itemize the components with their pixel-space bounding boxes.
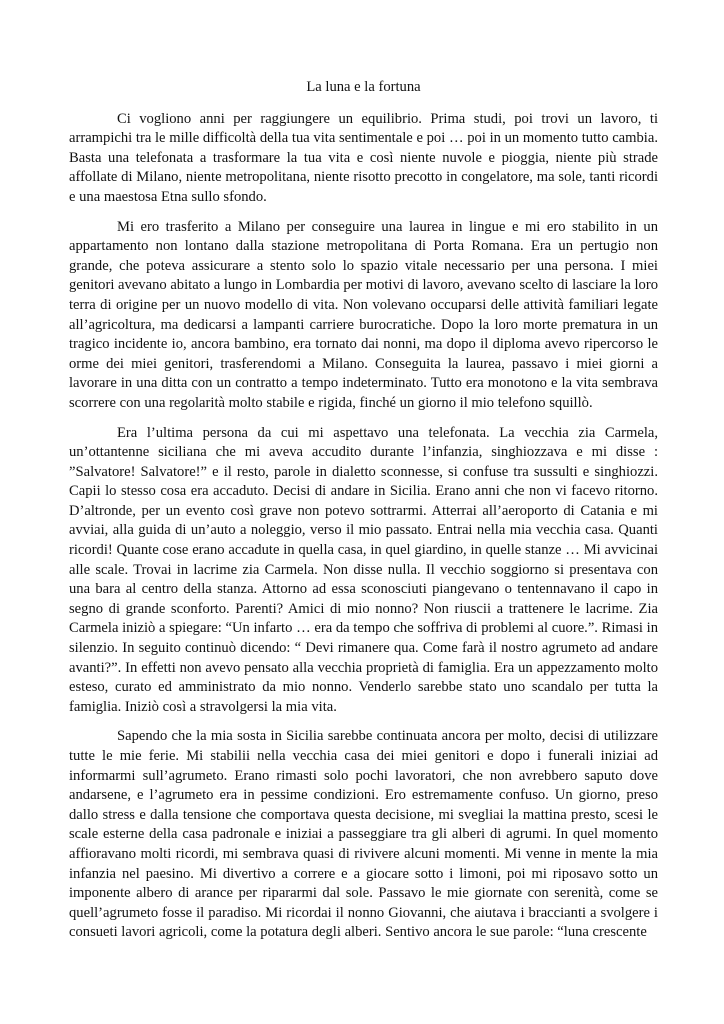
paragraph-1: Ci vogliono anni per raggiungere un equilibrio. Prima studi, poi trovi un lavoro, ti arrampichi tra le mille difficoltà della tua vita sentimentale e poi … poi in un momento tutto cambia. Basta una telefonata a trasformare la tua vita e così niente nuvole e pioggia, niente più strade affollate di Milano, niente metropolitana, niente risotto precotto in congelatore, ma sole, tanti ricordi e una maestosa Etna sullo sfondo. bbox=[69, 110, 658, 205]
paragraph-2: Mi ero trasferito a Milano per conseguire una laurea in lingue e mi ero stabilito in un appartamento non lontano dalla stazione metropolitana di Porta Romana. Era un pertugio non grande, che poteva assicurare a stento solo lo spazio vitale necessario per una persona. I miei genitori avevano abitato a lungo in Lombardia per motivi di lavoro, avevano scelto di lasciare la loro terra di origine per un nuovo modello di vita. Non volevano occuparsi delle attività familiari legate all’agricoltura, ma dedicarsi a lampanti carriere burocratiche. Dopo la loro morte prematura in un tragico incidente io, ancora bambino, era tornato dai nonni, ma dopo il diploma avevo ripercorso le orme dei miei genitori, trasferendomi a Milano. Conseguita la laurea, passavo i miei giorni a lavorare in una ditta con un contratto a tempo indeterminato. Tutto era monotono e la vita sembrava scorrere con una regolarità molto stabile e rigida, finché un giorno il mio telefono squillò. bbox=[69, 218, 658, 411]
paragraph-3: Era l’ultima persona da cui mi aspettavo una telefonata. La vecchia zia Carmela, un’ottantenne siciliana che mi aveva accudito durante l’infanzia, singhiozzava e mi disse : ”Salvatore! Salvatore!” e il resto, parole in dialetto sconnesse, si confuse tra sussulti e singhiozzi. Capii lo stesso cosa era accaduto. Decisi di andare in Sicilia. Erano anni che non vi facevo ritorno. D’altronde, per un evento così grave non potevo sottrarmi. Atterrai all’aeroporto di Catania e mi avviai, alla guida di un’auto a noleggio, verso il mio passato. Entrai nella mia vecchia casa. Quanti ricordi! Quante cose erano accadute in quella casa, in quel giardino, in quelle stanze … Mi avvicinai alle scale. Trovai in lacrime zia Carmela. Non disse nulla. Il vecchio soggiorno si presentava con una bara al centro della stanza. Attorno ad essa sconosciuti piangevano o tentennavano il capo in segno di grande sconforto. Parenti? Amici di mio nonno? Non riuscii a trattenere le lacrime. Zia Carmela iniziò a spiegare: “Un infarto … era da tempo che soffriva di problemi al cuore.”. Rimasi in silenzio. In seguito continuò dicendo: “ Devi rimanere qua. Come farà il nostro agrumeto ad andare avanti?”. In effetti non avevo pensato alla vecchia proprietà di famiglia. Era un appezzamento molto esteso, curato ed amministrato da mio nonno. Venderlo sarebbe stato uno scandalo per tutta la famiglia. Iniziò così a stravolgersi la mia vita. bbox=[69, 424, 658, 715]
document-title: La luna e la fortuna bbox=[306, 79, 421, 95]
paragraph-4: Sapendo che la mia sosta in Sicilia sarebbe continuata ancora per molto, decisi di utilizzare tutte le mie ferie. Mi stabilii nella vecchia casa dei miei genitori e dopo i funerali iniziai ad informarmi sull’agrumeto. Erano rimasti solo pochi lavoratori, che non avrebbero saputo dove andarsene, e l’agrumeto era in pessime condizioni. Ero estremamente confuso. Un giorno, preso dallo stress e dalla tensione che comportava questa decisione, mi svegliai la mattina presto, scesi le scale esterne della casa padronale e iniziai a passeggiare tra gli alberi di agrumi. In quel momento affioravano molti ricordi, mi sembrava quasi di rivivere alcuni momenti. Mi venne in mente la mia infanzia nel paesino. Mi divertivo a correre e a giocare sotto i limoni, poi mi riposavo sotto un imponente albero di arance per ripararmi dal sole. Passavo le mie giornate con serenità, come se quell’agrumeto fosse il paradiso. Mi ricordai il nonno Giovanni, che aiutava i braccianti a svolgere i consueti lavori agricoli, come la potatura degli alberi. Sentivo ancora le sue parole: “luna crescente bbox=[69, 728, 658, 941]
